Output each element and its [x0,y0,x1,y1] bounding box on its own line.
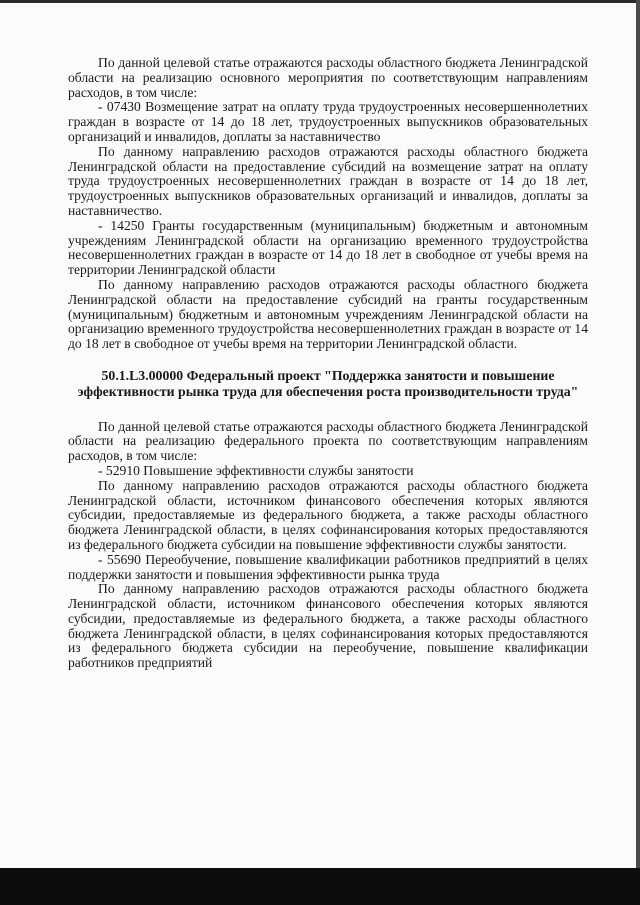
scan-bottom-edge [0,868,640,905]
section-heading: 50.1.L3.00000 Федеральный проект "Поддержка занятости и повышение эффективности рынка труда для обеспечения роста производительности труда" [77,367,579,399]
item-14250: - 14250 Гранты государственным (муниципальным) бюджетным и автономным учреждениям Ленинградской области на организацию временного трудоустройства несовершеннолетних граждан в возрасте от 14 до 18 лет в свободное от учебы время на территории Ленинградской области [68,217,588,278]
item-07430: - 07430 Возмещение затрат на оплату труда трудоустроенных несовершеннолетних граждан в возрасте от 14 до 18 лет, трудоустроенных выпускников образовательных организаций и инвалидов, доплаты за наставничество [68,99,588,144]
paragraph-07430-description: По данному направлению расходов отражаются расходы областного бюджета Ленинградской области на предоставление субсидий на возмещение затрат на оплату труда трудоустроенных несовершеннолетних граждан в возрасте от 14 до 18 лет, трудоустроенных выпускников образовательных организаций и инвалидов, доплаты за наставничество. [68,143,588,218]
paragraph-intro: По данной целевой статье отражаются расходы областного бюджета Ленинградской области на реализацию основного мероприятия по соответствующим направлениям расходов, в том числе: [68,55,588,100]
document-body [68,56,588,671]
scan-top-edge [0,0,640,3]
paragraph-52910-description: По данному направлению расходов отражаются расходы областного бюджета Ленинградской области, источником финансового обеспечения которых являются субсидии, предоставляемые из федерального бюджета, а также расходы областного бюджета Ленинградской области, в целях софинансирования которых предоставляются из федерального бюджета субсидии на повышение эффективности службы занятости. [68,477,588,552]
item-55690: - 55690 Переобучение, повышение квалификации работников предприятий в целях поддержки занятости и повышения эффективности рынка труда [68,551,588,582]
paragraph-federal-intro: По данной целевой статье отражаются расходы областного бюджета Ленинградской области на реализацию федерального проекта по соответствующим направлениям расходов, в том числе: [68,418,588,464]
item-52910: - 52910 Повышение эффективности службы занятости [98,462,414,478]
paragraph-14250-description: По данному направлению расходов отражаются расходы областного бюджета Ленинградской области на предоставление субсидий на гранты государственным (муниципальным) бюджетным и автономным учреждениям Ленинградской области на организацию временного трудоустройства несовершеннолетних граждан в возрасте от 14 до 18 лет в свободное от учебы время на территории Ленинградской области. [68,276,588,352]
paragraph-55690-description: По данному направлению расходов отражаются расходы областного бюджета Ленинградской области, источником финансового обеспечения которых являются субсидии, предоставляемые из федерального бюджета, а также расходы областного бюджета Ленинградской области, в целях софинансирования которых предоставляются из федерального бюджета субсидии на переобучение, повышение квалификации работников предприятий [68,581,588,671]
scan-right-edge [636,0,640,868]
